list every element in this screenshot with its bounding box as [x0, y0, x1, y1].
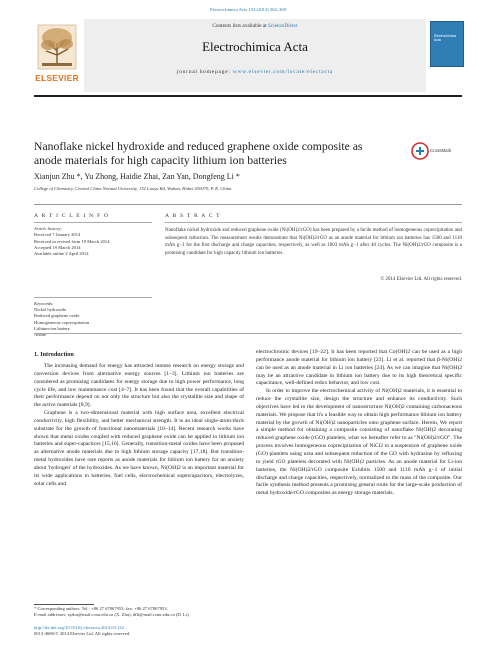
contents-prefix: Contents lists available at [212, 23, 268, 29]
keywords-label: Keywords: [34, 301, 54, 306]
title-line-2: anode materials for high capacity lithium ion batteries [34, 154, 287, 167]
body-paragraph: Graphene is a two-dimensional material with high surface area, excellent electrical conductivity, high flexibility, and better mechanical strength. It is an ideal single-atom-thick substrate for the growth of functional nanomaterials [10–14]. Recent research works have shown that metal oxides coupled with reduced graphene oxide can be applied to lithium ion batteries and super-capacitors [15,16]. Generally, transition-metal oxides have been proposed as alternative anode materials due to high lithium storage capacity [17,18]. But transition-metal hydroxides have rare reports as anode materials for lithium ion battery for an anxiety about 'hydrogen' of the hydroxides. As we have known, Ni(OH)2 is an important material for its wide applications in batteries, fuel cells, electrochemical supercapacitors, electrolyzes, solar cells and [34, 410, 244, 487]
journal-homepage [84, 69, 426, 75]
article-info-heading: A R T I C L E I N F O [34, 213, 110, 219]
abstract-text: Nanoflake nickel hydroxide and reduced graphene oxide (Ni(OH)2/rGO) has been prepared by a facile method of homogeneous coprecipitation and subsequent reduction. The measurement results demonstrate that Ni(OH)2/rGO as an anode material for lithium ion batteries has 1500 and 1110 mAh g−1 for the first discharge and charge capacities, respectively, as well as 1003 mAh g−1 after 40 cycles. The Ni(OH)2/rGO composite is a promising candidate for high capacity lithium ion batteries. [165, 228, 462, 256]
issn-copyright: 0013-4686/© 2014 Elsevier Ltd. All rights reserved. [34, 631, 131, 637]
author-list: Xianjun Zhu *, Yu Zhong, Haidie Zhai, Zan Yan, Dongfeng Li * [34, 172, 240, 181]
history-received: Received 7 January 2014 [34, 232, 81, 238]
footnote [34, 606, 254, 618]
sciencedirect-link[interactable]: ScienceDirect [267, 23, 298, 29]
history-accepted: Accepted 19 March 2014 [34, 244, 81, 250]
elsevier-wordmark: ELSEVIER [35, 73, 79, 83]
title-line-1: Nanoflake nickel hydroxide and reduced graphene oxide composite as [34, 140, 363, 153]
citation-header[interactable]: Electrochimica Acta 132 (2014) 364–369 [209, 7, 287, 12]
email-addresses[interactable]: E-mail addresses: xjzhu@mail.ccnu.edu.cn (X. Zhu), dfli@mail.ccnu.edu.cn (D. Li). [34, 612, 190, 618]
crossmark-badge[interactable] [410, 140, 462, 170]
header-band-background [84, 19, 426, 92]
keyword-item: Nickel hydroxide [34, 307, 67, 313]
corresponding-author-note: * Corresponding authors. Tel.: +86 27 67867953; fax: +86 27 67867953. [34, 606, 168, 611]
crossmark-label: CrossMark [430, 148, 452, 153]
article-history [34, 226, 152, 257]
doi-link[interactable]: http://dx.doi.org/10.1016/j.electacta.2014.03.132 [34, 625, 124, 630]
journal-title: Electrochimica Acta [202, 39, 308, 54]
journal-header [34, 19, 462, 92]
body-paragraph: In order to improve the electrochemical activity of Ni(OH)2 materials, it is essential to reduce the crystallite size, design the structure and enhance its conductivity. Such objectives have led to the development of nanostructure Ni(OH)2 containing carbonaceous materials. We propose that it's a feasible way to obtain high performance lithium ion battery material by the growth of Ni(OH)2 nanoparticles onto graphene surface. Herein, We report a simple method for obtaining a composite consisting of nanoflake Ni(OH)2 decorating reduced graphene oxide (rGO) platelets, what we hereafter refer to as "Ni(OH)2/rGO". The process involves homogeneous coprecipitation of NiCl2 in a suspension of graphene oxide (GO) platelets using urea and subsequent reduction of the GO with hydrazine by refluxing to yield rGO platelets decorated with Ni(OH)2 particles. As an anode material for Li-ion batteries, the Ni(OH)2/rGO composite Exhibits 1500 and 1110 mAh g−1 of initial discharge and charge capacities, respectively, normalized to the mass of the composite. Our facile synthesis method presents a promising general route for the large-scale production of metal hydroxide/rGO composites as energy storage materials. [256, 388, 462, 497]
header-rule [34, 95, 462, 97]
keyword-item: Reduced graphene oxide [34, 313, 80, 319]
affiliation: College of Chemistry, Central China Normal University, 152 Luoyu Rd, Wuhan, Hubei 430079, P. R. China [34, 186, 232, 191]
article-title [34, 140, 394, 168]
keyword-item: Anode [34, 332, 47, 338]
body-paragraph: The increasing demand for energy has attracted intense research on energy storage and conversion devices from alternative energy sources [1–3]. Lithium ion batteries are considered as promising candidates for energy storage due to high power performance, long cycle life, and low maintenance cost [4–7]. It has been found that the overall capabilities of their performance depend on not only the structure but also the crystallite size and shape of the active materials [8,9]. [34, 363, 244, 409]
history-label: Article history: [34, 226, 62, 231]
authors-rule [34, 204, 462, 205]
front-matter-rule [34, 333, 462, 334]
contents-line [84, 23, 426, 29]
body-column-right [256, 349, 462, 498]
article-info-rule [34, 222, 152, 223]
cover-title: Electrochimica Acta [434, 34, 457, 42]
footnote-rule [34, 604, 94, 605]
abstract-rule [165, 222, 462, 223]
abstract-copyright: © 2014 Elsevier Ltd. All rights reserved. [380, 277, 462, 282]
homepage-prefix: journal homepage: [176, 69, 233, 75]
keyword-item: Homogeneous coprecipitation [34, 319, 90, 325]
homepage-link[interactable]: www.elsevier.com/locate/electacta [232, 69, 334, 75]
section-heading-introduction: 1. Introduction [34, 351, 74, 358]
crossmark-icon [410, 140, 462, 170]
journal-cover-thumbnail [430, 21, 464, 67]
history-online: Available online 2 April 2014 [34, 251, 89, 257]
bottom-matter [34, 625, 254, 637]
keywords-rule [34, 297, 152, 298]
keyword-item: Lithium-ion battery [34, 325, 71, 331]
body-paragraph: electrochromic devices [19–22]. It has been reported that Co(OH)2 can be used as a high performance anode material for lithium ion battery [23]. Li et al. reported that β-Ni(OH)2 can be used as an anode material in Li ion batteries [24]. As we can imagine that Ni(OH)2 may be an attractive candidate in lithium ion battery due to its high theoretical specific capacitance, well-defined redox behavior, and low cost. [256, 349, 462, 387]
abstract-heading: A B S T R A C T [165, 213, 221, 219]
body-column-left [34, 363, 244, 489]
history-revised: Received in revised form 19 March 2014 [34, 238, 110, 244]
